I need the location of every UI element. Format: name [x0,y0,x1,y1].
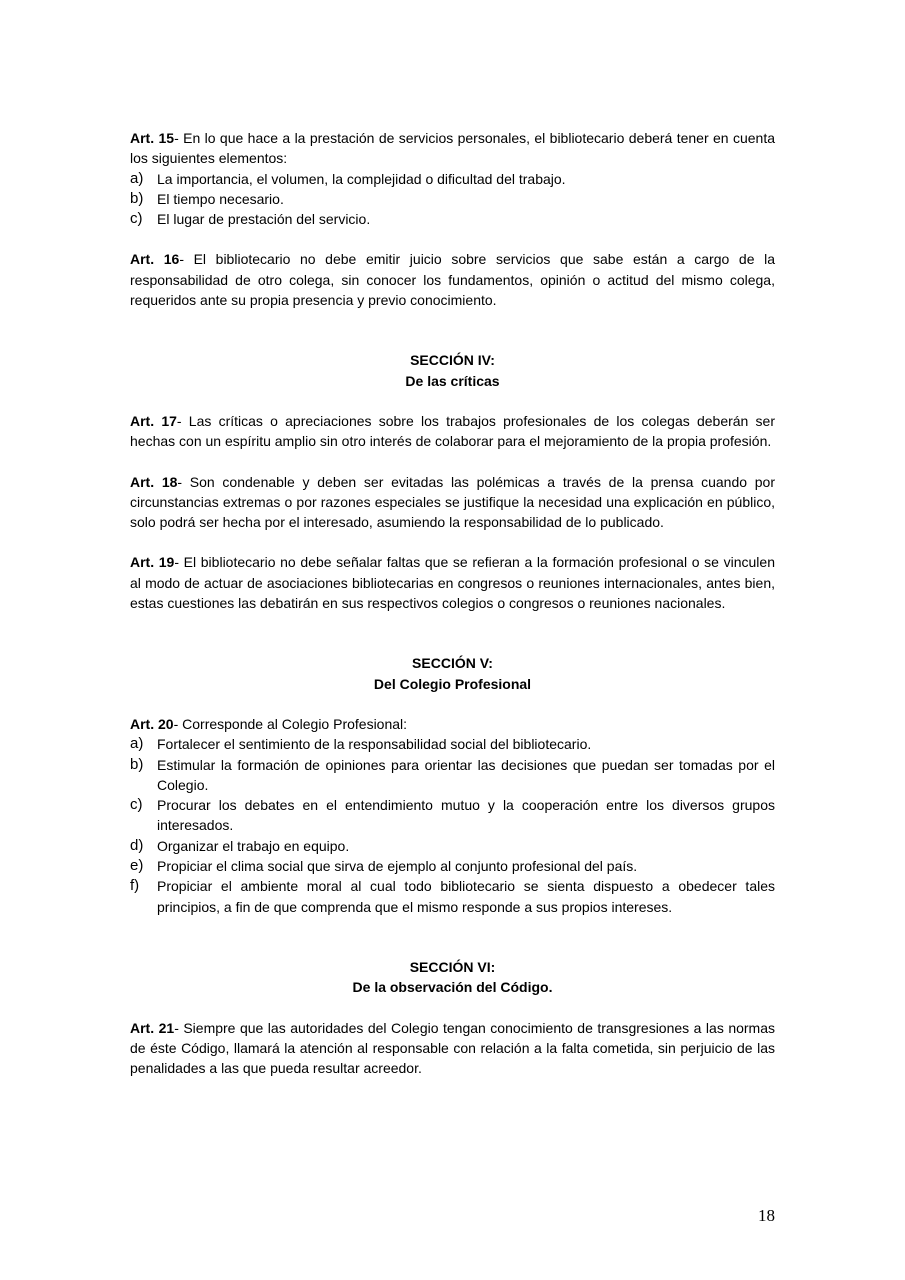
list-item-text: La importancia, el volumen, la complejidad o dificultad del trabajo. [157,170,566,187]
list-marker: b) [130,755,144,773]
list-item [130,876,775,917]
article-text: - Son condenable y deben ser evitadas las polémicas a través de la prensa cuando por circunstancias extremas o por razones especiales se justifique la necesidad una explicación en público, solo podrá ser hecha por el interesado, asumiendo la responsabilidad de lo publicado. [130,473,775,531]
list-item-text: Propiciar el ambiente moral al cual todo bibliotecario se sienta dispuesto a obedecer tales principios, a fin de que comprenda que el mismo responde a sus propios intereses. [157,878,775,915]
list-marker: b) [130,189,144,207]
article-15-list [130,169,775,230]
list-marker: a) [130,169,144,187]
page-number: 18 [758,1206,775,1225]
list-marker: e) [130,857,144,875]
article-text: - El bibliotecario no debe señalar faltas que se refieran a la formación profesional o se vinculen al modo de actuar de asociaciones bibliotecarias en congresos o reuniones internacionales, antes bien, estas cuestiones las debatirán en sus respectivos colegios o congresos o reuniones nacionales. [130,554,775,612]
article-label: Art. 17 [130,412,177,429]
section-4-subtitle: De las críticas [405,372,500,389]
list-item [130,755,775,796]
list-item [130,795,775,836]
list-marker: d) [130,836,144,854]
list-item-text: El lugar de prestación del servicio. [157,211,371,228]
article-17 [130,411,775,452]
article-text: - Corresponde al Colegio Profesional: [173,715,408,732]
article-text: - Siempre que las autoridades del Colegio tengan conocimiento de transgresiones a las normas de éste Código, llamará la atención al responsable con relación a la falta cometida, sin perjuicio de las penalidades a las que pueda resultar acreedor. [130,1019,776,1077]
article-20-list [130,734,775,917]
list-item-text: Organizar el trabajo en equipo. [157,837,350,854]
article-label: Art. 18 [130,473,178,490]
article-21 [130,1018,775,1079]
article-16 [130,249,775,310]
list-item-text: Fortalecer el sentimiento de la responsabilidad social del bibliotecario. [157,736,592,753]
list-item [130,189,775,209]
article-text: - El bibliotecario no debe emitir juicio sobre servicios que sabe están a cargo de la responsabilidad de otro colega, sin conocer los fundamentos, opinión o actitud del mismo colega, requeridos ante su propia presencia y previo conocimiento. [130,251,775,309]
list-marker: c) [130,796,143,814]
section-5-title: SECCIÓN V: [412,655,493,672]
list-marker: a) [130,735,144,753]
list-item-text: Estimular la formación de opiniones para orientar las decisiones que puedan ser tomadas por el Colegio. [157,756,775,793]
section-5-subtitle: Del Colegio Profesional [373,675,532,692]
article-15 [130,128,775,169]
article-20 [130,714,775,734]
article-19 [130,552,775,613]
list-item [130,836,775,856]
section-6-title: SECCIÓN VI: [409,958,496,975]
article-label: Art. 19 [130,554,175,571]
article-text: - En lo que hace a la prestación de servicios personales, el bibliotecario deberá tener en cuenta los siguientes elementos: [130,130,776,167]
list-item-text: Propiciar el clima social que sirva de ejemplo al conjunto profesional del país. [157,858,638,875]
list-marker: f) [130,877,140,895]
list-item [130,209,775,229]
list-marker: c) [130,210,143,228]
list-item [130,734,775,754]
article-text: - Las críticas o apreciaciones sobre los trabajos profesionales de los colegas deberán ser hechas con un espíritu amplio sin otro interés de colaborar para el mejoramiento de la propia profesión. [130,412,776,450]
article-label: Art. 15 [130,130,175,146]
section-6-subtitle: De la observación del Código. [352,979,553,996]
article-18 [130,472,775,533]
article-label: Art. 20 [130,715,174,732]
article-label: Art. 21 [130,1019,175,1036]
list-item [130,169,775,189]
list-item-text: El tiempo necesario. [157,190,284,207]
list-item [130,856,775,876]
document-page [130,128,775,1078]
article-label: Art. 16 [130,251,180,268]
section-4-title: SECCIÓN IV: [410,352,495,369]
list-item-text: Procurar los debates en el entendimiento mutuo y la cooperación entre los diversos grupos interesados. [157,797,775,834]
